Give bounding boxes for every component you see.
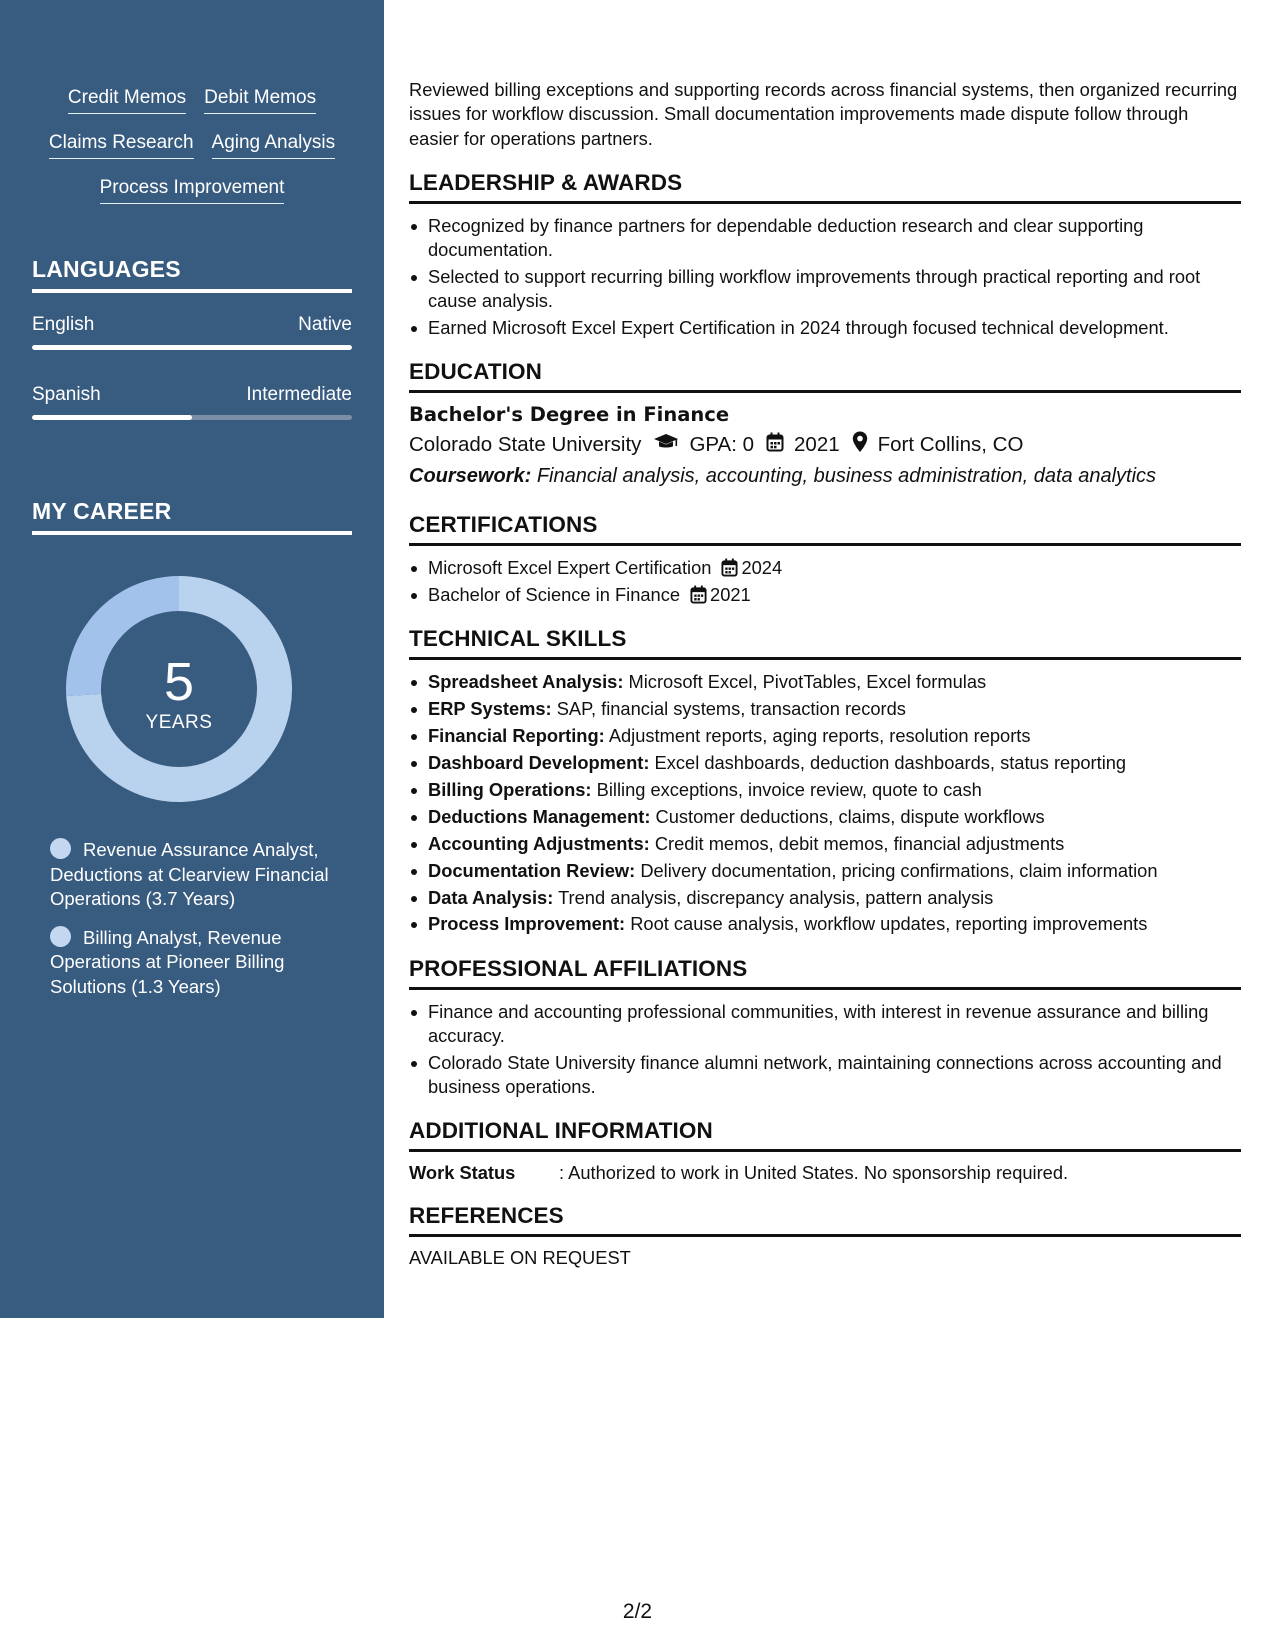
certification-item (409, 583, 1241, 607)
skill-label: Deductions Management: (428, 805, 651, 827)
skill-item (409, 724, 1241, 748)
language-spanish (32, 384, 352, 406)
language-name: Spanish (32, 384, 101, 405)
coursework-text: Financial analysis, accounting, business administration, data analytics (536, 465, 1157, 488)
career-donut-chart (66, 576, 292, 802)
legend-dot-icon (50, 926, 71, 947)
language-level: Native (298, 314, 352, 335)
skill-label: Accounting Adjustments: (428, 832, 650, 854)
certification-year: 2024 (741, 557, 783, 579)
tag-debit-memos[interactable]: Debit Memos (204, 86, 316, 114)
education-degree: Bachelor's Degree in Finance (409, 403, 730, 427)
calendar-icon (766, 432, 784, 458)
tag-aging-analysis[interactable]: Aging Analysis (212, 131, 336, 159)
skill-value: Excel dashboards, deduction dashboards, status reporting (654, 752, 1127, 774)
work-status-value: : Authorized to work in United States. No sponsorship required. (559, 1162, 1069, 1184)
section-title-references: REFERENCES (409, 1203, 1241, 1237)
section-title-education: EDUCATION (409, 359, 1241, 393)
tag-claims-research[interactable]: Claims Research (49, 131, 194, 159)
section-title-certifications: CERTIFICATIONS (409, 512, 1241, 546)
section-title-skills: TECHNICAL SKILLS (409, 626, 1241, 660)
career-item (50, 926, 340, 1000)
language-english (32, 314, 352, 336)
page-number: 2/2 (622, 1600, 653, 1623)
skill-item (409, 697, 1241, 721)
career-years-label: YEARS (145, 712, 213, 733)
skill-value: Trend analysis, discrepancy analysis, pattern analysis (558, 886, 994, 908)
language-level: Intermediate (246, 384, 352, 405)
skill-item (409, 751, 1241, 775)
skill-value: Delivery documentation, pricing confirmations, claim information (640, 859, 1158, 881)
work-status-label: Work Status (409, 1162, 516, 1184)
skill-label: Billing Operations: (428, 779, 592, 801)
career-heading: MY CAREER (32, 498, 352, 535)
location-pin-icon (852, 431, 868, 459)
tag-process-improvement[interactable]: Process Improvement (100, 176, 285, 204)
language-bar-english (32, 345, 352, 350)
education-coursework (409, 465, 1241, 488)
section-title-additional: ADDITIONAL INFORMATION (409, 1118, 1241, 1152)
language-bar-spanish (32, 415, 352, 420)
list-item: Finance and accounting professional communities, with interest in revenue assurance and billing accuracy. (409, 1000, 1241, 1049)
skill-item (409, 670, 1241, 694)
education-year: 2021 (794, 433, 840, 457)
skill-item (409, 859, 1241, 883)
career-item (50, 838, 340, 912)
main-content (409, 78, 1241, 1269)
languages-heading: LANGUAGES (32, 256, 352, 293)
work-status-row (409, 1162, 1241, 1184)
skill-label: Dashboard Development: (428, 752, 650, 774)
list-item: Colorado State University finance alumni network, maintaining connections across accounting and business operations. (409, 1051, 1241, 1100)
education-details (409, 431, 1241, 459)
skill-item (409, 886, 1241, 910)
list-item: Selected to support recurring billing workflow improvements through practical reporting and root cause analysis. (409, 265, 1241, 314)
skill-label: Process Improvement: (428, 913, 626, 935)
references-text: AVAILABLE ON REQUEST (409, 1247, 631, 1269)
skill-label: Spreadsheet Analysis: (428, 671, 624, 693)
graduation-cap-icon (653, 432, 679, 458)
certification-name: Microsoft Excel Expert Certification (428, 557, 712, 579)
skill-label: ERP Systems: (428, 698, 552, 720)
certification-year: 2021 (710, 584, 751, 606)
tag-credit-memos[interactable]: Credit Memos (68, 86, 186, 114)
skill-value: Customer deductions, claims, dispute workflows (655, 805, 1045, 827)
skill-value: Root cause analysis, workflow updates, reporting improvements (630, 913, 1148, 935)
career-years-number: 5 (163, 652, 195, 712)
skill-label: Data Analysis: (428, 886, 554, 908)
skill-item (409, 805, 1241, 829)
language-name: English (32, 314, 95, 335)
certifications-list (409, 556, 1241, 607)
tag-row (32, 86, 352, 131)
summary-text: Reviewed billing exceptions and supporting records across financial systems, then organized recurring issues for workflow discussion. Small documentation improvements made dispute follow through easier for operations partners. (409, 79, 1238, 149)
skill-label: Financial Reporting: (428, 725, 605, 747)
section-title-leadership: LEADERSHIP & AWARDS (409, 170, 1241, 204)
language-fill (32, 345, 352, 350)
tag-row (32, 131, 352, 176)
language-fill (32, 415, 192, 420)
skill-label: Documentation Review: (428, 859, 636, 881)
education-gpa: GPA: 0 (689, 433, 755, 457)
calendar-icon (721, 558, 738, 577)
skill-value: Microsoft Excel, PivotTables, Excel formulas (628, 671, 987, 693)
calendar-icon (690, 585, 707, 604)
skill-value: Adjustment reports, aging reports, resolution reports (608, 725, 1031, 747)
skills-list (409, 670, 1241, 936)
career-list (50, 838, 340, 1013)
tag-row (32, 176, 352, 221)
legend-dot-icon (50, 838, 71, 859)
certification-date (721, 557, 782, 578)
skill-item (409, 778, 1241, 802)
skill-item (409, 912, 1241, 936)
skill-tags (32, 86, 352, 221)
sidebar (0, 0, 384, 1318)
skill-value: SAP, financial systems, transaction records (556, 698, 906, 720)
certification-name: Bachelor of Science in Finance (428, 584, 681, 606)
coursework-label: Coursework: (409, 465, 532, 488)
affiliations-list (409, 1000, 1241, 1100)
career-item-text: Billing Analyst, Revenue Operations at Pioneer Billing Solutions (1.3 Years) (50, 926, 285, 997)
education-school: Colorado State University (409, 433, 642, 457)
leadership-list (409, 214, 1241, 340)
list-item: Earned Microsoft Excel Expert Certification in 2024 through focused technical development. (409, 316, 1241, 340)
list-item: Recognized by finance partners for dependable deduction research and clear supporting documentation. (409, 214, 1241, 263)
section-title-affiliations: PROFESSIONAL AFFILIATIONS (409, 956, 1241, 990)
education-location: Fort Collins, CO (877, 433, 1024, 457)
skill-value: Billing exceptions, invoice review, quote to cash (596, 779, 982, 801)
skill-value: Credit memos, debit memos, financial adjustments (654, 832, 1065, 854)
certification-item (409, 556, 1241, 580)
certification-date (690, 584, 751, 605)
skill-item (409, 832, 1241, 856)
career-item-text: Revenue Assurance Analyst, Deductions at Clearview Financial Operations (3.7 Years) (50, 839, 329, 909)
